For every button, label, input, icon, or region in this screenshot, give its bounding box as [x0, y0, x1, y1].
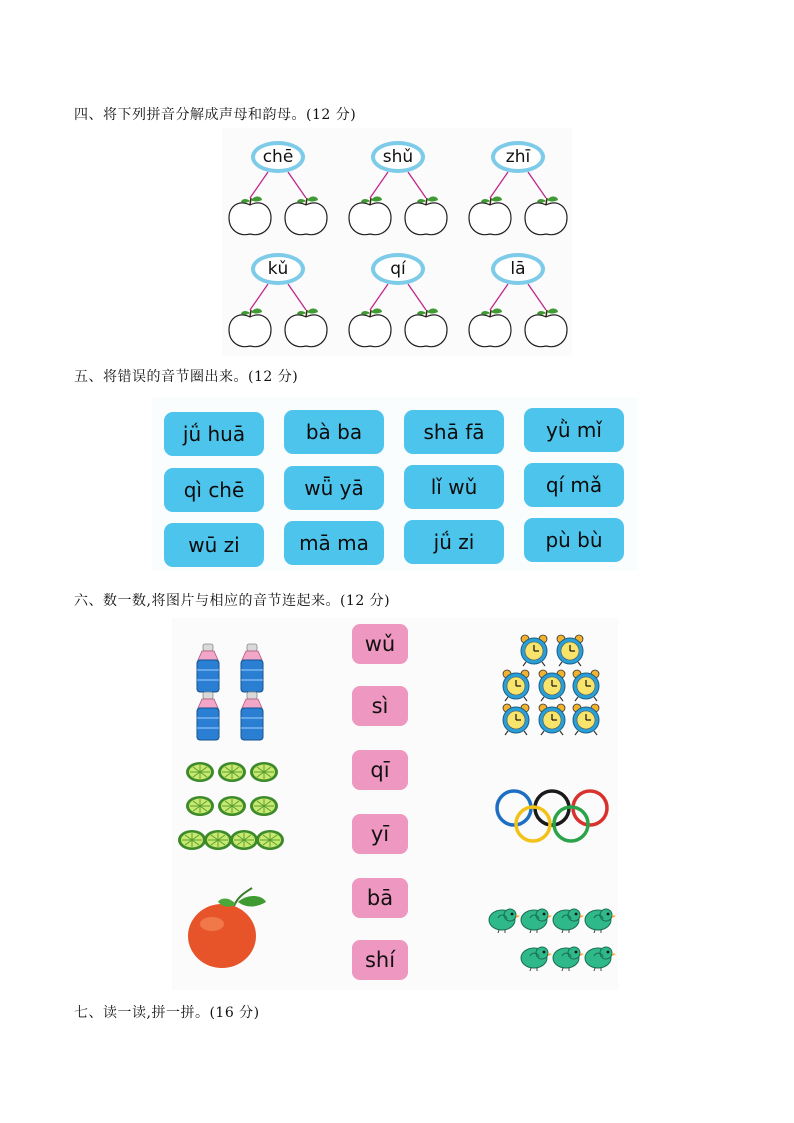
syllable-card[interactable]: wǖ yā	[284, 466, 384, 510]
syllable-card[interactable]: jǘ zi	[404, 520, 504, 564]
olympic-rings-icon	[497, 791, 607, 841]
syllable-card[interactable]: qī	[352, 750, 408, 790]
bottle-icon	[197, 644, 263, 740]
syllable-card[interactable]: yī	[352, 814, 408, 854]
syllable-card[interactable]: lǐ wǔ	[404, 465, 504, 509]
syllable-card[interactable]: yǜ mǐ	[524, 408, 624, 452]
section-4-heading: 四、将下列拼音分解成声母和韵母。(12 分)	[74, 107, 357, 123]
syllable-bubble: chē	[251, 141, 305, 173]
syllable-bubble: kǔ	[251, 253, 305, 285]
syllable-card[interactable]: qí mǎ	[524, 463, 624, 507]
syllable-card[interactable]: jǘ huā	[164, 412, 264, 456]
syllable-card[interactable]: wū zi	[164, 523, 264, 567]
section-6-heading: 六、数一数,将图片与相应的音节连起来。(12 分)	[74, 593, 391, 609]
lime-slice-icon	[178, 762, 284, 850]
section-7-heading: 七、读一读,拼一拼。(16 分)	[74, 1005, 260, 1021]
syllable-card[interactable]: sì	[352, 686, 408, 726]
syllable-card[interactable]: mā ma	[284, 521, 384, 565]
syllable-bubble: zhī	[491, 141, 545, 173]
orange-icon	[188, 888, 266, 968]
syllable-bubble: shǔ	[371, 141, 425, 173]
alarm-clock-icon	[503, 635, 599, 735]
syllable-card[interactable]: pù bù	[524, 518, 624, 562]
syllable-card[interactable]: bà ba	[284, 410, 384, 454]
counting-pictures	[172, 618, 618, 990]
section-4-figure	[222, 128, 572, 356]
syllable-card[interactable]: shā fā	[404, 410, 504, 454]
syllable-bubble: qí	[371, 253, 425, 285]
section-5-figure	[152, 398, 638, 570]
syllable-card[interactable]: wǔ	[352, 624, 408, 664]
syllable-card[interactable]: bā	[352, 878, 408, 918]
section-6-figure	[172, 618, 618, 990]
syllable-card[interactable]: shí	[352, 940, 408, 980]
section-5-heading: 五、将错误的音节圈出来。(12 分)	[74, 369, 299, 385]
syllable-card[interactable]: qì chē	[164, 468, 264, 512]
syllable-bubble: lā	[491, 253, 545, 285]
bird-icon	[489, 909, 616, 971]
